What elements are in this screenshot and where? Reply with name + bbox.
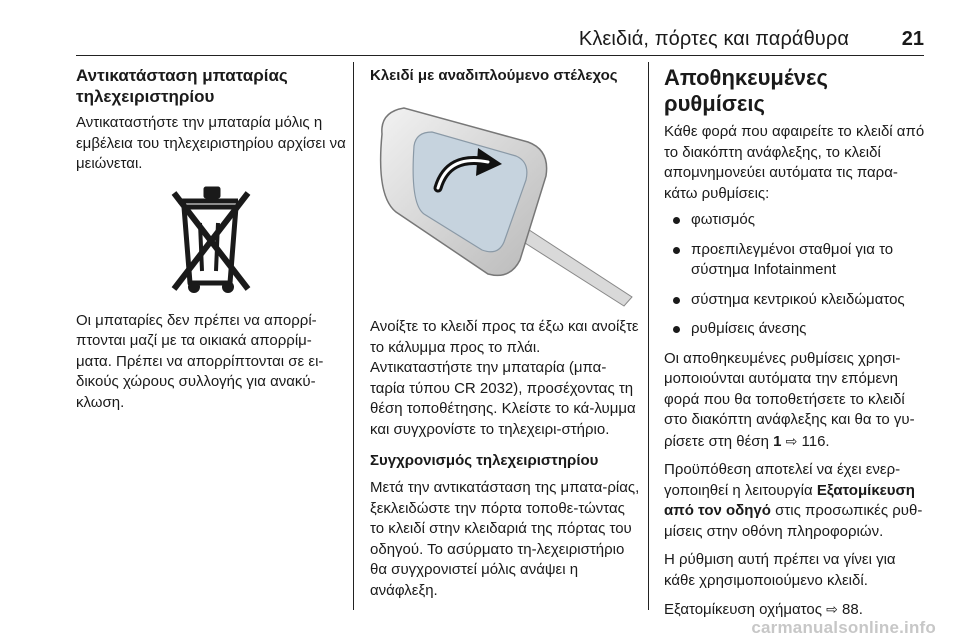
column-folding-key [370, 62, 640, 609]
page-reference[interactable]: 88. [837, 601, 863, 618]
settings-list [664, 210, 928, 340]
paragraph: Οι μπαταρίες δεν πρέπει να απορρί‐πτονται μαζί με τα οικιακά απορρίμ‐ματα. Πρέπει να απορρίπτονται σε ει‐δικούς χώρους συλλογής για ανακύ‐κλωση. [76, 311, 324, 411]
column-divider [648, 62, 649, 610]
ignition-position: 1 [773, 432, 782, 450]
section-heading: Αντικατάσταση μπαταρίας τηλεχειριστηρίου [76, 66, 288, 106]
paragraph: Η ρύθμιση αυτή πρέπει να γίνει για κάθε χρησιμοποιούμενο κλειδί. [664, 551, 896, 589]
paragraph: Οι αποθηκευμένες ρυθμίσεις χρησι‐μοποιούνται αυτόματα την επόμενη φορά που θα τοποθετήσετε το κλειδί στο διακόπτη ανάφλεξης και θα το γυ‐ρίσετε στη θέση 1 ⇨ 116. [664, 349, 915, 450]
header-rule [76, 55, 924, 56]
page-reference[interactable]: 116. [797, 432, 830, 450]
list-item: φωτισμός [664, 210, 928, 231]
paragraph: Ανοίξτε το κλειδί προς τα έξω και ανοίξτε το κάλυμμα προς το πλάι. Αντικαταστήστε την μπαταρία (μπα‐ταρία τύπου CR 2032), προσέχοντας τη θέση τοποθέτησης. Κλείστε το κά‐λυμμα και συγχρονίστε το τηλεχειρι‐στήριο. [370, 318, 639, 438]
crossed-bin-figure [76, 183, 346, 301]
section-heading: Κλειδί με αναδιπλούμενο στέλεχος [370, 67, 618, 84]
page-header [76, 28, 924, 54]
paragraph: Μετά την αντικατάσταση της μπατα‐ρίας, ξεκλειδώστε την πόρτα τοποθε‐τώντας το κλειδί στην κλειδαριά της πόρτας του οδηγού. Το ασύρματο τη‐λεχειριστήριο θα συγχρονιστεί μόλις ανάψει η ανάφλεξη. [370, 479, 640, 599]
section-heading: Συγχρονισμός τηλεχειριστηρίου [370, 452, 599, 469]
paragraph: Κάθε φορά που αφαιρείτε το κλειδί από το διακόπτη ανάφλεξης, το κλειδί απομνημονεύει αυτόματα τις παρα‐κάτω ρυθμίσεις: [664, 123, 925, 202]
paragraph: Προϋπόθεση αποτελεί να έχει ενερ‐γοποιηθεί η λειτουργία Εξατομίκευση από τον οδηγό στις προσωπικές ρυθ‐μίσεις στην οθόνη πληροφοριών. [664, 461, 923, 540]
page-reference-arrow-icon: ⇨ [785, 432, 798, 449]
section-heading: Αποθηκευμένες ρυθμίσεις [664, 65, 828, 116]
list-item: σύστημα κεντρικού κλειδώματος [664, 290, 928, 311]
paragraph: Εξατομίκευση οχήματος ⇨ 88. [664, 601, 863, 618]
key-illustration [370, 92, 640, 307]
page-number: 21 [901, 28, 924, 50]
list-item: ρυθμίσεις άνεσης [664, 319, 928, 340]
paragraph: Αντικαταστήστε την μπαταρία μόλις η εμβέλεια του τηλεχειριστηρίου αρχίσει να μειώνεται. [76, 114, 346, 172]
list-item: προεπιλεγμένοι σταθμοί για το σύστημα Infotainment [664, 240, 928, 281]
column-stored-settings [664, 62, 928, 629]
crossed-out-wheelie-bin-icon [168, 183, 254, 299]
column-battery-replacement [76, 62, 346, 421]
watermark: carmanualsonline.info [751, 618, 936, 637]
chapter-title: Κλειδιά, πόρτες και παράθυρα [578, 28, 849, 50]
page-reference-arrow-icon: ⇨ [826, 601, 838, 617]
menu-term: Εξατομίκευση από τον οδηγό [664, 481, 915, 519]
folding-key-battery-icon [370, 92, 640, 307]
column-divider [353, 62, 354, 610]
